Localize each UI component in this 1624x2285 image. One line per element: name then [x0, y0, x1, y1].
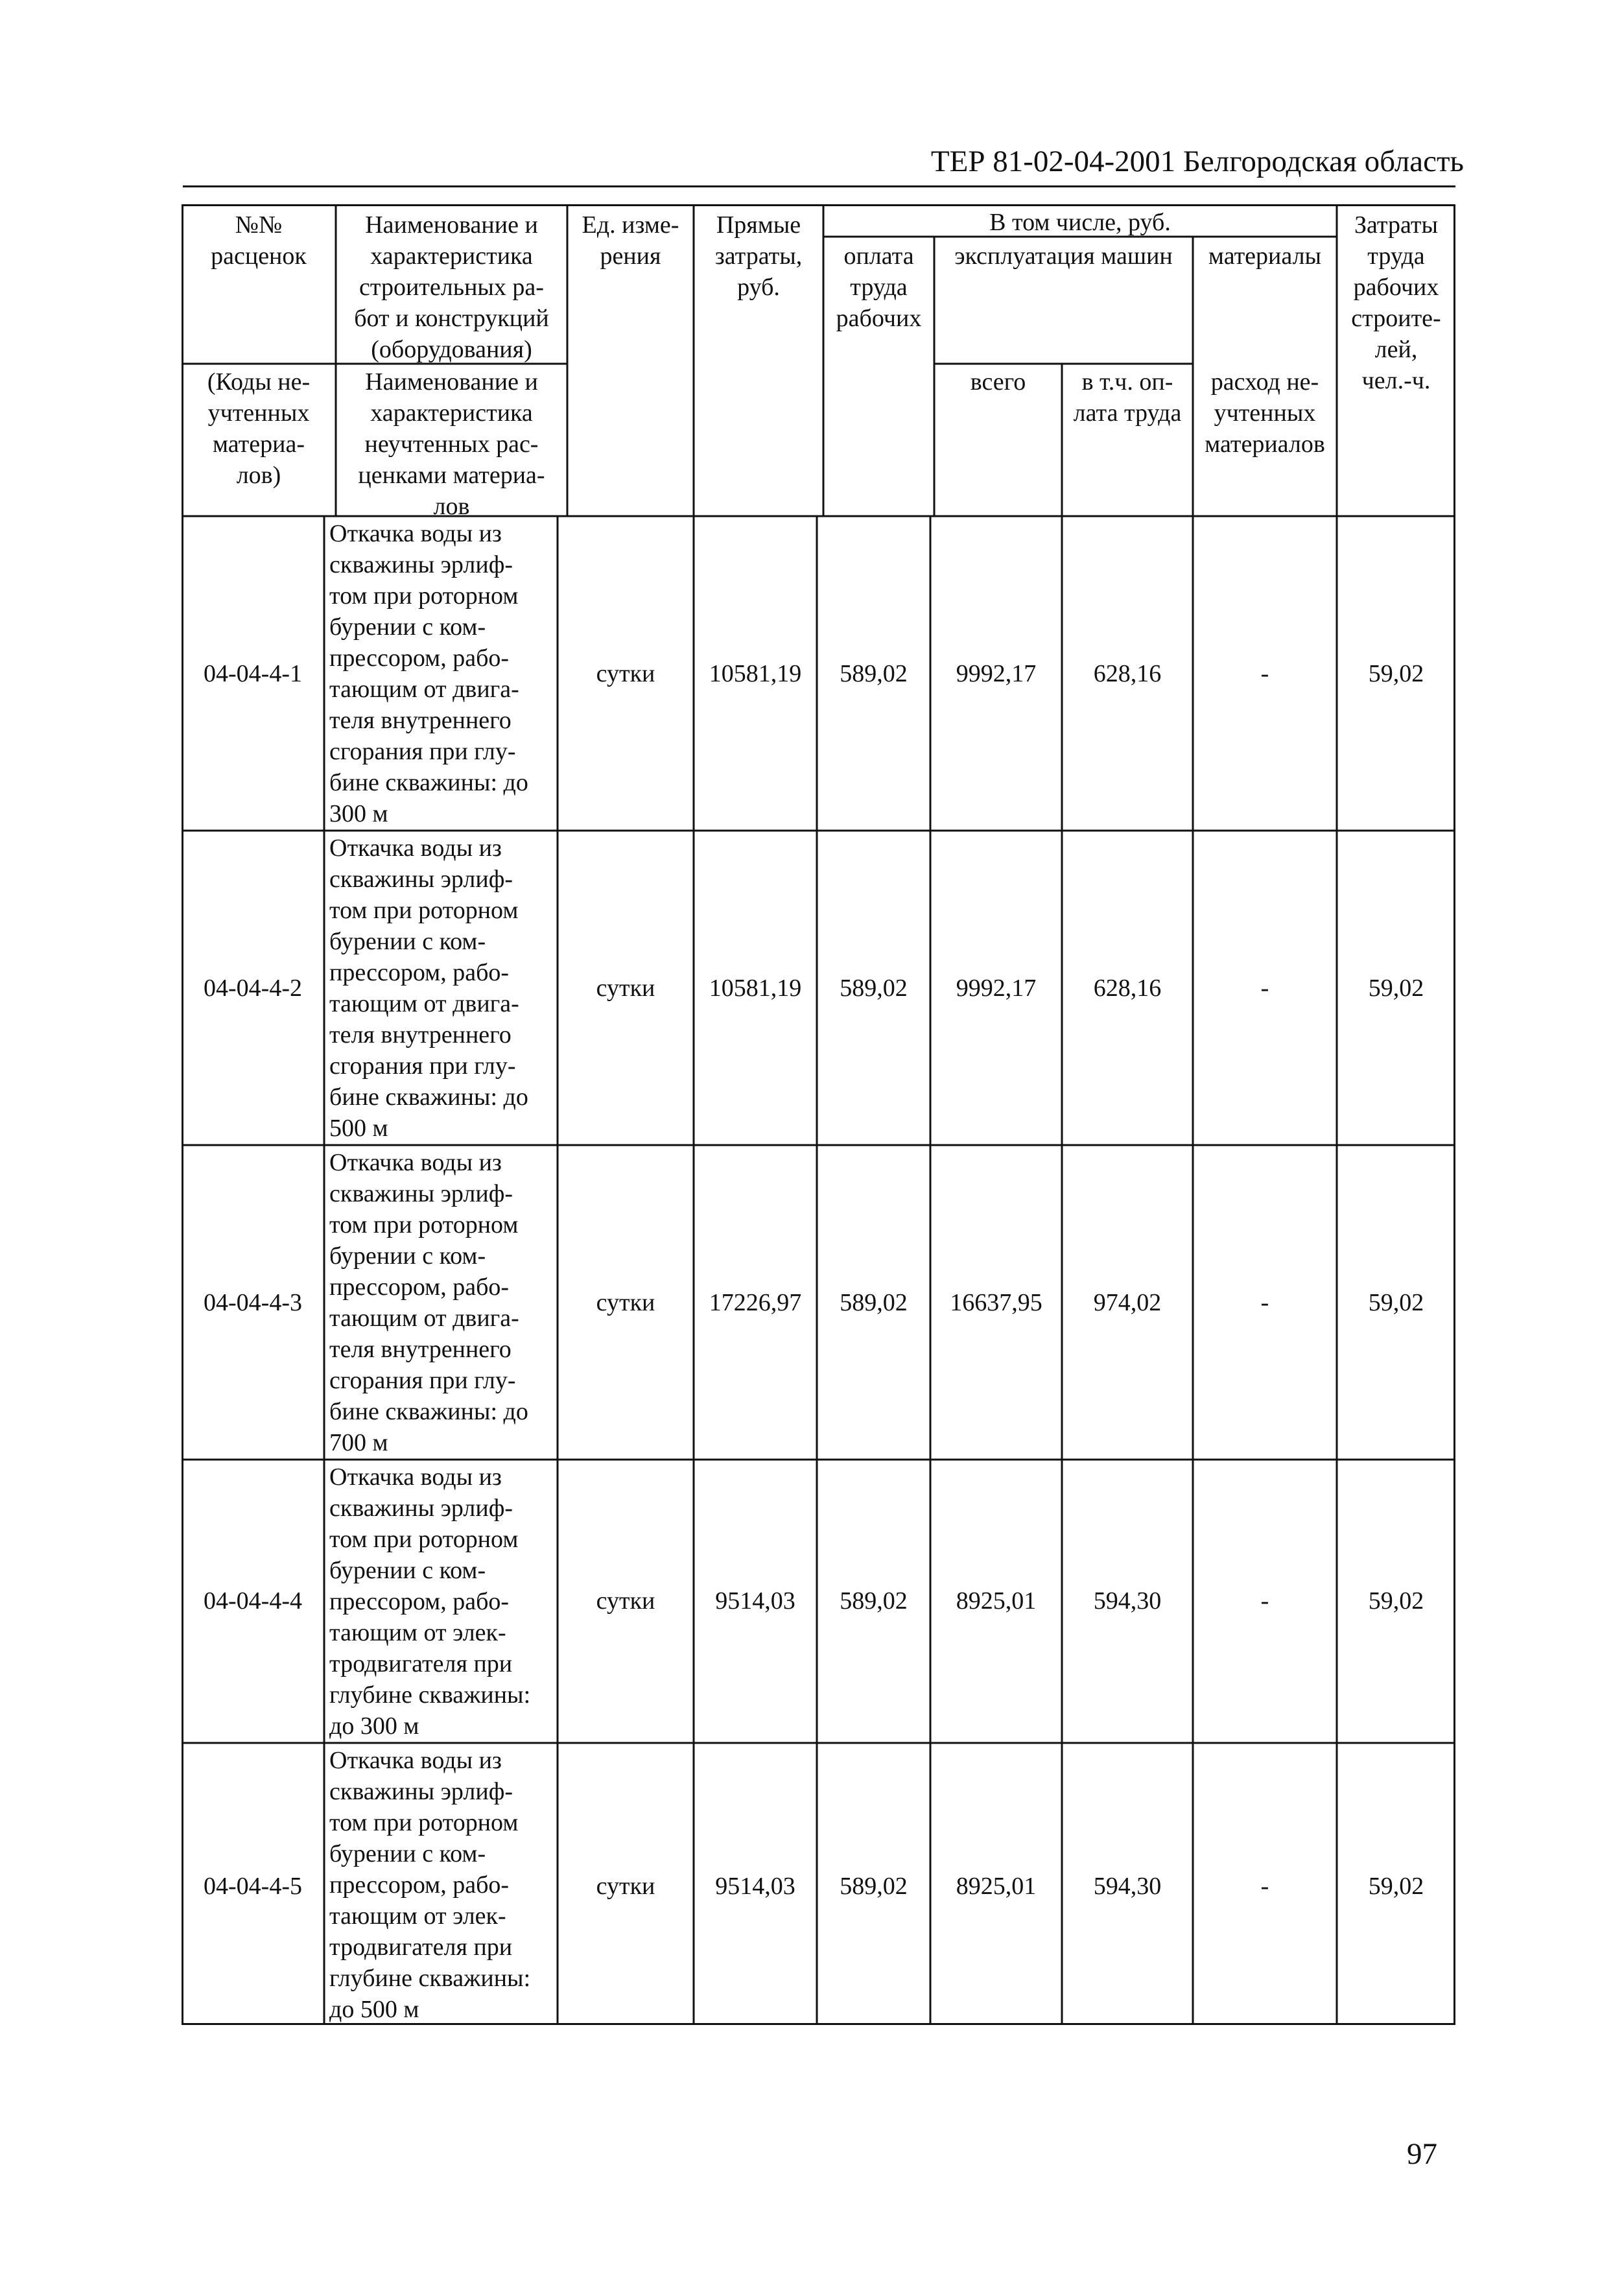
header-name-materials: Наименование и характеристика неучтенных рас- ценками материа- лов: [358, 368, 545, 520]
row-3-hours: 59,02: [1368, 1289, 1424, 1316]
header-machines: эксплуатация машин: [954, 243, 1173, 270]
row-5-machines-labor: 594,30: [1093, 1873, 1162, 1900]
row-3-unit: сутки: [596, 1289, 655, 1316]
row-1-hours: 59,02: [1368, 660, 1424, 687]
header-materials-unaccounted: расход не- учтенных материалов: [1205, 368, 1325, 458]
header-group-including: В том числе, руб.: [989, 209, 1171, 236]
row-5-hours: 59,02: [1368, 1873, 1424, 1900]
row-4-description: Откачка воды из скважины эрлиф- том при роторном бурении с ком- прессором, рабо- тающим от элек- тродвигателя при глубине скважины: до 300 м: [329, 1463, 531, 1740]
header-rule: [183, 185, 1455, 187]
row-1-unit: сутки: [596, 660, 655, 687]
document-header: ТЕР 81-02-04-2001 Белгородская область: [930, 145, 1464, 178]
row-2-code: 04-04-4-2: [204, 975, 302, 1002]
row-4-unit: сутки: [596, 1587, 655, 1615]
row-3-labor: 589,02: [840, 1289, 908, 1316]
row-1-machines-labor: 628,16: [1093, 660, 1162, 687]
row-1-direct: 10581,19: [709, 660, 802, 687]
row-5-labor: 589,02: [840, 1873, 908, 1900]
page-number: 97: [1407, 2137, 1437, 2171]
header-unit: Ед. изме- рения: [582, 211, 679, 270]
header-direct-costs: Прямые затраты, руб.: [714, 211, 803, 301]
row-4-materials: -: [1260, 1587, 1269, 1615]
row-2-machines-labor: 628,16: [1093, 975, 1162, 1002]
row-4-direct: 9514,03: [715, 1587, 795, 1615]
header-name: Наименование и характеристика строительных ра- бот и конструкций (оборудования): [354, 211, 549, 363]
header-machines-labor: в т.ч. оп- лата труда: [1073, 368, 1182, 427]
row-4-code: 04-04-4-4: [204, 1587, 302, 1615]
row-1-labor: 589,02: [840, 660, 908, 687]
header-code: №№ расценок: [211, 211, 307, 270]
row-5-unit: сутки: [596, 1873, 655, 1900]
row-2-direct: 10581,19: [709, 975, 802, 1002]
row-1-code: 04-04-4-1: [204, 660, 302, 687]
row-1-machines: 9992,17: [956, 660, 1037, 687]
row-3-description: Откачка воды из скважины эрлиф- том при роторном бурении с ком- прессором, рабо- тающим от двига- теля внутреннего сгорания при глу- бине скважины: до 700 м: [329, 1149, 528, 1456]
row-3-machines-labor: 974,02: [1093, 1289, 1162, 1316]
row-2-description: Откачка воды из скважины эрлиф- том при роторном бурении с ком- прессором, рабо- тающим от двига- теля внутреннего сгорания при глу- бине скважины: до 500 м: [329, 835, 528, 1142]
row-2-unit: сутки: [596, 975, 655, 1002]
row-5-code: 04-04-4-5: [204, 1873, 302, 1900]
row-4-hours: 59,02: [1368, 1587, 1424, 1615]
header-labor-hours: Затраты труда рабочих строите- лей, чел.-ч.: [1351, 211, 1441, 394]
row-1-materials: -: [1260, 660, 1269, 687]
row-3-materials: -: [1260, 1289, 1269, 1316]
row-5-direct: 9514,03: [715, 1873, 795, 1900]
row-2-labor: 589,02: [840, 975, 908, 1002]
header-labor-pay: оплата труда рабочих: [836, 243, 922, 332]
rates-table: [182, 204, 1455, 2025]
row-3-code: 04-04-4-3: [204, 1289, 302, 1316]
row-5-materials: -: [1260, 1873, 1269, 1900]
row-3-machines: 16637,95: [950, 1289, 1042, 1316]
row-1-description: Откачка воды из скважины эрлиф- том при роторном бурении с ком- прессором, рабо- тающим от двига- теля внутреннего сгорания при глу- бине скважины: до 300 м: [329, 520, 528, 827]
row-3-direct: 17226,97: [709, 1289, 802, 1316]
header-machines-total: всего: [970, 368, 1026, 396]
row-5-machines: 8925,01: [956, 1873, 1037, 1900]
row-4-machines-labor: 594,30: [1093, 1587, 1162, 1615]
row-5-description: Откачка воды из скважины эрлиф- том при роторном бурении с ком- прессором, рабо- тающим от элек- тродвигателя при глубине скважины: до 500 м: [329, 1747, 531, 2023]
row-4-machines: 8925,01: [956, 1587, 1037, 1615]
row-4-labor: 589,02: [840, 1587, 908, 1615]
header-code-materials: (Коды не- учтенных материа- лов): [207, 368, 311, 489]
row-2-materials: -: [1260, 975, 1269, 1002]
header-materials: материалы: [1208, 243, 1322, 270]
row-2-hours: 59,02: [1368, 975, 1424, 1002]
row-2-machines: 9992,17: [956, 975, 1037, 1002]
